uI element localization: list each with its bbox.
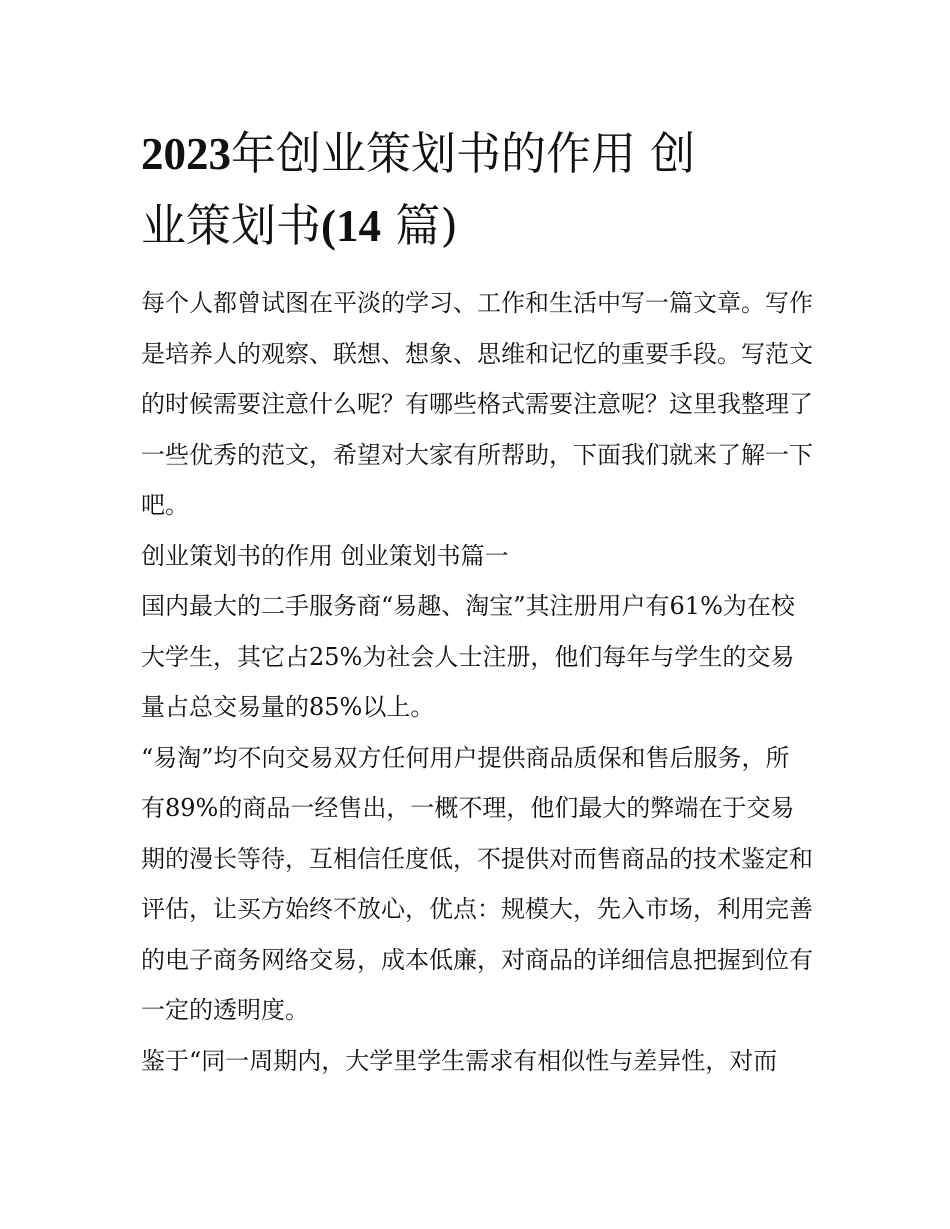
document-page (141, 118, 813, 1086)
title-line1-text: 年创业策划书的作用 创 (231, 127, 696, 180)
title-line2-tail: 篇) (395, 199, 458, 252)
section-heading: 创业策划书的作用 创业策划书篇一 (141, 541, 509, 570)
title-year: 2023 (141, 129, 231, 179)
body-paragraph: 鉴于“同一周期内，大学里学生需求有相似性与差异性，对而 (141, 1046, 778, 1075)
body-paragraph: 国内最大的二手服务商“易趣、淘宝”其注册用户有61%为在校大学生，其它占25%为社会人士注册，他们每年与学生的交易量占总交易量的85%以上。 (141, 592, 795, 721)
body-paragraph: “易淘”均不向交易双方任何用户提供商品质保和售后服务，所有89%的商品一经售出，一概不理，他们最大的弊端在于交易期的漫长等待，互相信任度低，不提供对而售商品的技术鉴定和评估，让买方始终不放心，优点：规模大，先入市场，利用完善的电子商务网络交易，成本低廉，对商品的详细信息把握到位有一定的透明度。 (141, 743, 813, 1024)
intro-paragraph: 每个人都曾试图在平淡的学习、工作和生活中写一篇文章。写作是培养人的观察、联想、想象、思维和记忆的重要手段。写范文的时候需要注意什么呢？有哪些格式需要注意呢？这里我整理了一些优秀的范文，希望对大家有所帮助，下面我们就来了解一下吧。 (141, 289, 813, 519)
document-title (141, 118, 813, 262)
title-count: (14 (321, 201, 382, 251)
title-line2-text: 业策划书 (141, 199, 322, 252)
